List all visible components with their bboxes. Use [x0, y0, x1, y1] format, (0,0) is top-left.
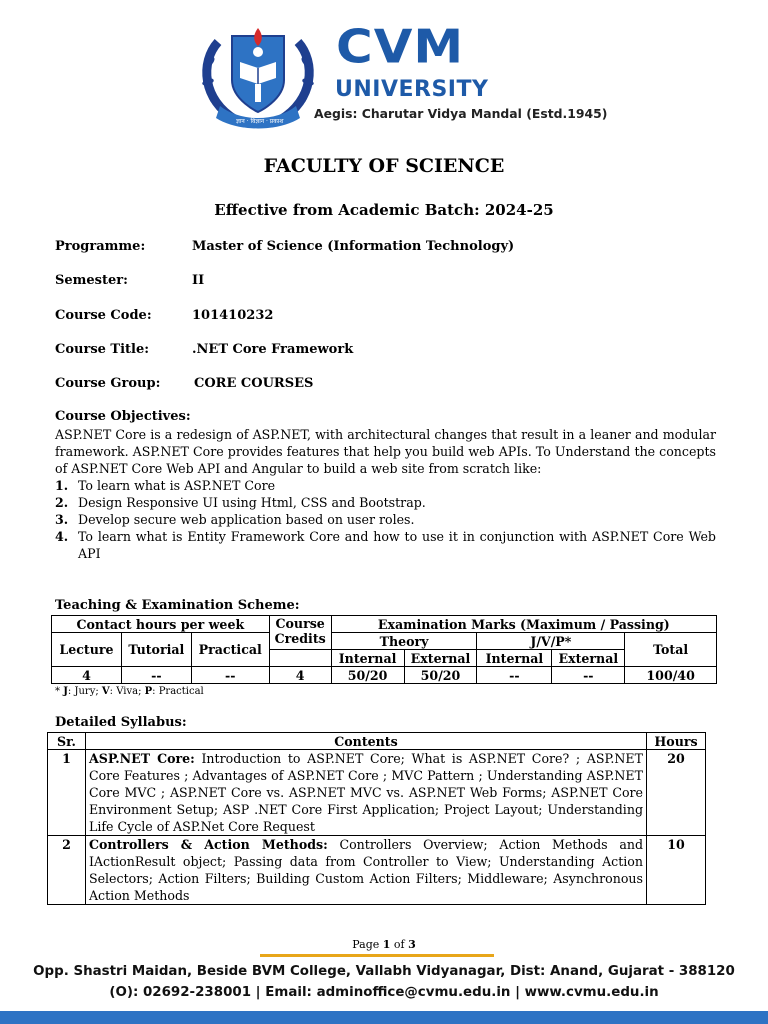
syllabus-sr: 2 — [48, 836, 86, 905]
info-value: .NET Core Framework — [192, 342, 354, 357]
table-cell: -- — [477, 667, 552, 684]
objectives-heading: Course Objectives: — [55, 409, 191, 424]
syllabus-hours: 20 — [647, 750, 706, 836]
theory-external-header: External — [404, 650, 477, 667]
info-value: CORE COURSES — [194, 376, 314, 391]
list-item — [55, 494, 716, 511]
list-text: Develop secure web application based on user roles. — [78, 512, 415, 527]
scheme-footnote — [55, 686, 204, 697]
hours-header: Hours — [647, 733, 706, 750]
theory-internal-header: Internal — [331, 650, 404, 667]
footnote-star: * — [55, 686, 64, 697]
footer-contact: (O): 02692-238001 | Email: adminoffice@cvmu.edu.in | www.cvmu.edu.in — [109, 985, 659, 1000]
logo-subtitle: UNIVERSITY — [335, 77, 489, 102]
footnote-v: V — [101, 686, 110, 697]
list-item — [55, 477, 716, 494]
list-text: To learn what is ASP.NET Core — [78, 478, 276, 493]
lecture-header: Lecture — [52, 633, 122, 667]
jvp-header: J/V/P* — [477, 633, 625, 650]
page-number — [0, 938, 768, 951]
info-label: Semester: — [55, 273, 128, 288]
total-header: Total — [625, 633, 717, 667]
list-number: 3. — [55, 512, 69, 527]
jvp-internal-header: Internal — [477, 650, 552, 667]
batch-title: Effective from Academic Batch: 2024-25 — [214, 201, 554, 219]
faculty-title: FACULTY OF SCIENCE — [263, 155, 505, 177]
credits-spacer — [269, 650, 331, 667]
syllabus-hours: 10 — [647, 836, 706, 905]
syllabus-content — [85, 750, 646, 836]
table-row — [52, 667, 717, 684]
info-value: II — [192, 273, 205, 288]
page-current: 1 — [382, 938, 391, 951]
sr-header: Sr. — [48, 733, 86, 750]
syllabus-unit-title: Controllers & Action Methods: — [88, 837, 328, 852]
objectives-list — [55, 477, 716, 562]
list-item — [55, 511, 716, 528]
jvp-external-header: External — [552, 650, 625, 667]
page-total: 3 — [408, 938, 416, 951]
objectives-paragraph: ASP.NET Core is a redesign of ASP.NET, with architectural changes that result in a leaner and modular framework. ASP.NET Core provides features that help you build web APIs. To Understand the concepts of ASP.NET Core Web API and Angular to build a web site from scratch like: — [55, 427, 716, 476]
list-text: Design Responsive UI using Html, CSS and Bootstrap. — [78, 495, 426, 510]
list-text: To learn what is Entity Framework Core and how to use it in conjunction with ASP.NET Core Web API — [78, 529, 716, 561]
practical-header: Practical — [191, 633, 269, 667]
syllabus-content — [85, 836, 646, 905]
syllabus-unit-text: Controllers Overview; Action Methods and IActionResult object; Passing data from Controller to View; Understanding Action Selectors; Action Filters; Building Custom Action Filters; Middleware; Asynchronous Action Methods — [88, 837, 644, 903]
university-emblem-icon — [196, 22, 320, 132]
info-label: Course Code: — [55, 308, 152, 323]
table-cell: 4 — [269, 667, 331, 684]
syllabus-sr: 1 — [48, 750, 86, 836]
exam-marks-header: Examination Marks (Maximum / Passing) — [331, 616, 716, 633]
tutorial-header: Tutorial — [121, 633, 191, 667]
syllabus-heading: Detailed Syllabus: — [55, 715, 187, 730]
svg-text:ज्ञान · विज्ञान · प्रकाश: ज्ञान · विज्ञान · प्रकाश — [236, 118, 284, 125]
scheme-table — [51, 615, 717, 684]
university-logo — [196, 20, 608, 134]
list-number: 2. — [55, 495, 69, 510]
table-cell: 50/20 — [404, 667, 477, 684]
footnote-p: P — [144, 686, 153, 697]
theory-header: Theory — [331, 633, 477, 650]
footer-address: Opp. Shastri Maidan, Beside BVM College, Vallabh Vidyanagar, Dist: Anand, Gujarat - 388120 — [33, 964, 735, 979]
list-item — [55, 528, 716, 562]
course-credits-header: Course Credits — [269, 616, 331, 650]
table-row — [48, 836, 706, 905]
table-row — [48, 750, 706, 836]
list-number: 4. — [55, 529, 69, 544]
info-label: Course Group: — [55, 376, 161, 391]
syllabus-table — [47, 732, 706, 905]
footer-bar — [0, 1011, 768, 1024]
syllabus-unit-text: Introduction to ASP.NET Core; What is ASP.NET Core? ; ASP.NET Core Features ; Advantages of ASP.NET Core ; MVC Pattern ; Understanding ASP.NET Core MVC ; ASP.NET Core vs. ASP.NET MVC vs. ASP.NET Web Forms; ASP.NET Core Environment Setup; ASP .NET Core First Application; Project Layout; Understanding Life Cycle of ASP.Net Core Request — [88, 751, 644, 834]
page-of: of — [390, 938, 409, 951]
table-cell: -- — [121, 667, 191, 684]
info-value: Master of Science (Information Technology) — [192, 239, 515, 254]
footnote-j-text: : Jury; — [67, 686, 102, 697]
table-cell: 100/40 — [625, 667, 717, 684]
table-cell: 4 — [52, 667, 122, 684]
info-label: Course Title: — [55, 342, 150, 357]
table-cell: -- — [191, 667, 269, 684]
info-value: 101410232 — [192, 308, 274, 323]
table-cell: 50/20 — [331, 667, 404, 684]
footnote-v-text: : Viva; — [109, 686, 145, 697]
list-number: 1. — [55, 478, 69, 493]
syllabus-unit-title: ASP.NET Core: — [88, 751, 195, 766]
page-label: Page — [352, 938, 383, 951]
info-label: Programme: — [55, 239, 146, 254]
scheme-heading: Teaching & Examination Scheme: — [55, 598, 300, 613]
logo-aegis: Aegis: Charutar Vidya Mandal (Estd.1945) — [314, 106, 608, 121]
footnote-j: J — [63, 686, 68, 697]
footer-divider — [260, 954, 494, 957]
logo-name: CVM — [336, 20, 465, 74]
footnote-p-text: : Practical — [152, 686, 204, 697]
table-cell: -- — [552, 667, 625, 684]
contact-hours-header: Contact hours per week — [52, 616, 270, 633]
contents-header: Contents — [85, 733, 646, 750]
